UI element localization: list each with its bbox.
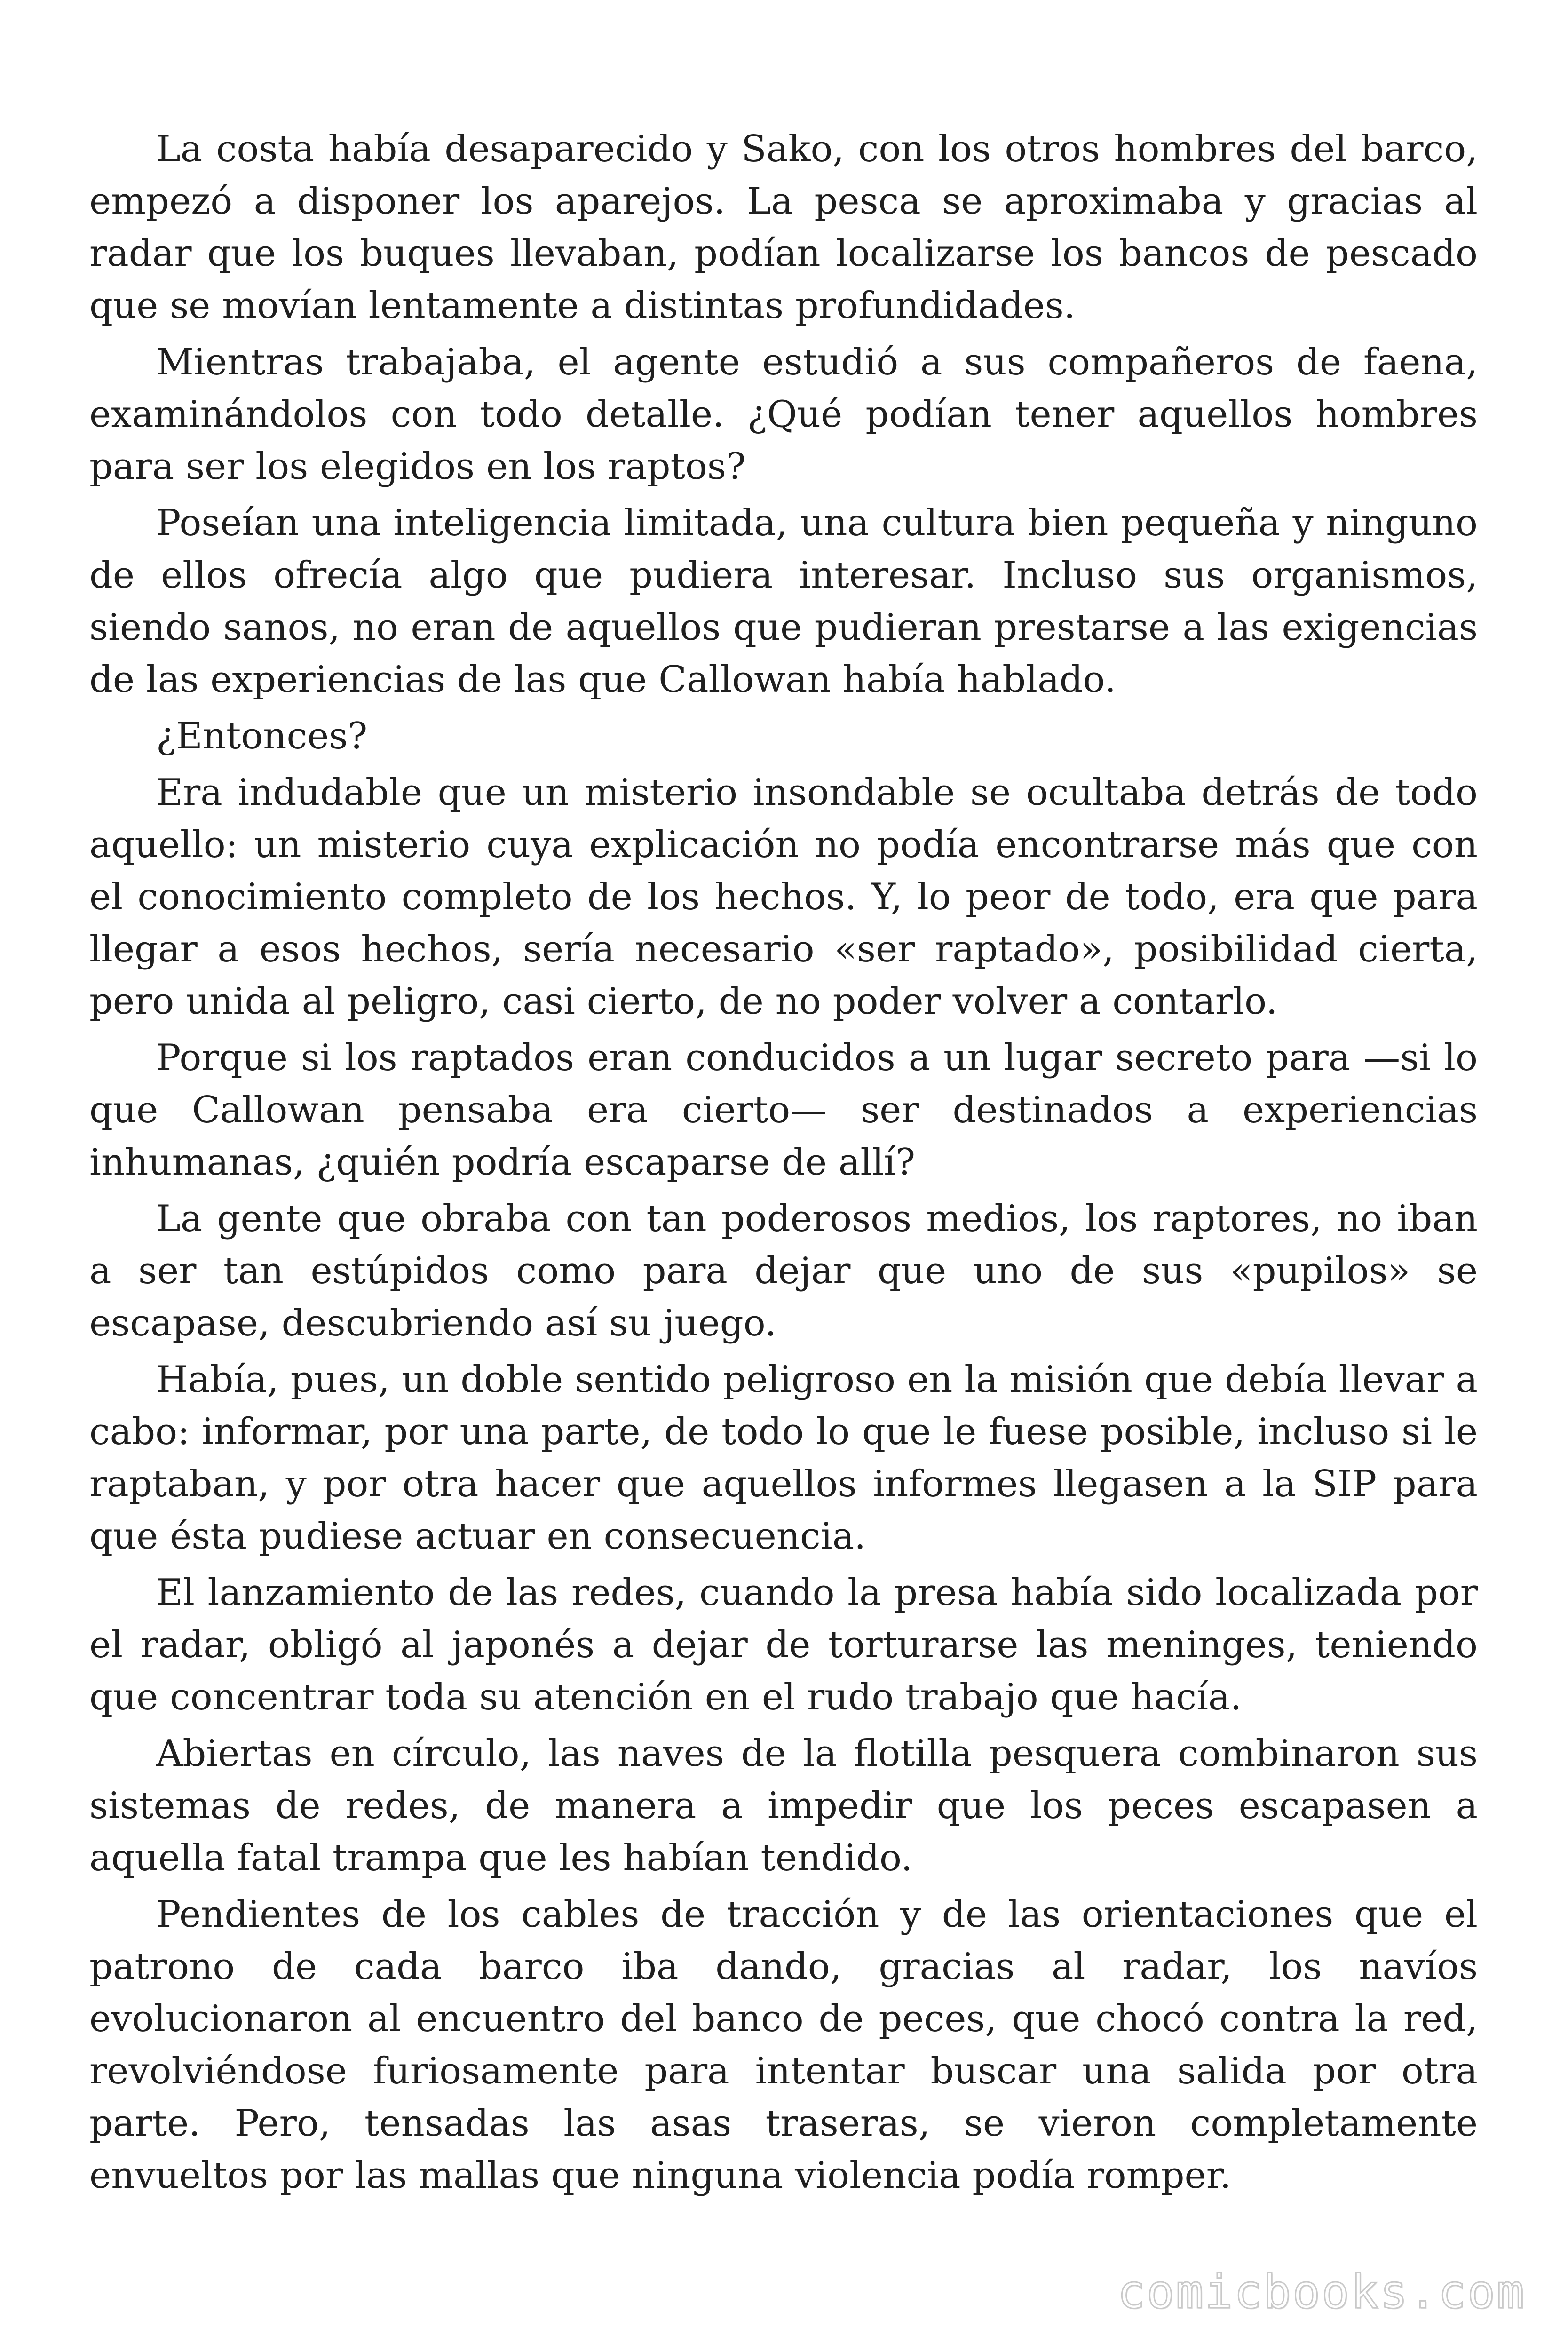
paragraph: Pendientes de los cables de tracción y de las orientaciones que el patrono de cada barco iba dando, gracias al radar, los navíos evolucionaron al encuentro del banco de peces, que chocó contra la red, revolviéndose furiosamente para intentar buscar una salida por otra parte. Pero, tensadas las asas traseras, se vieron completamente envueltos por las mallas que ninguna violencia podía romper. [89,1893,1478,2197]
paragraph: Poseían una inteligencia limitada, una cultura bien pequeña y ninguno de ellos ofrecía algo que pudiera interesar. Incluso sus organismos, siendo sanos, no eran de aquellos que pudieran prestarse a las exigencias de las experiencias de las que Callowan había hablado. [89,502,1478,701]
paragraph: Porque si los raptados eran conducidos a un lugar secreto para —si lo que Callowan pensaba era cierto— ser destinados a experiencias inhumanas, ¿quién podría escaparse de allí? [89,1037,1478,1184]
paragraph: La costa había desaparecido y Sako, con los otros hombres del barco, empezó a disponer los aparejos. La pesca se aproximaba y gracias al radar que los buques llevaban, podían localizarse los bancos de pescado que se movían lentamente a distintas profundidades. [89,128,1478,327]
paragraph: Había, pues, un doble sentido peligroso en la misión que debía llevar a cabo: informar, por una parte, de todo lo que le fuese posible, incluso si le raptaban, y por otra hacer que aquellos informes llegasen a la SIP para que ésta pudiese actuar en consecuencia. [89,1359,1478,1557]
paragraph: Abiertas en círculo, las naves de la flotilla pesquera combinaron sus sistemas de redes, de manera a impedir que los peces escapasen a aquella fatal trampa que les habían tendido. [89,1732,1478,1879]
paragraph: Era indudable que un misterio insondable se ocultaba detrás de todo aquello: un misterio cuya explicación no podía encontrarse más que con el conocimiento completo de los hechos. Y, lo peor de todo, era que para llegar a esos hechos, sería necesario «ser raptado», posibilidad cierta, pero unida al peligro, casi cierto, de no poder volver a contarlo. [89,771,1478,1023]
paragraph: El lanzamiento de las redes, cuando la presa había sido localizada por el radar, obligó al japonés a dejar de torturarse las meninges, teniendo que concentrar toda su atención en el rudo trabajo que hacía. [89,1572,1478,1718]
paragraph: La gente que obraba con tan poderosos medios, los raptores, no iban a ser tan estúpidos como para dejar que uno de sus «pupilos» se escapase, descubriendo así su juego. [89,1198,1478,1344]
paragraph: Mientras trabajaba, el agente estudió a sus compañeros de faena, examinándolos con todo detalle. ¿Qué podían tener aquellos hombres para ser los elegidos en los raptos? [89,341,1478,488]
document-page [89,123,1478,2206]
paragraph: ¿Entonces? [156,715,368,757]
watermark: comicbooks.com [1117,2265,1526,2319]
